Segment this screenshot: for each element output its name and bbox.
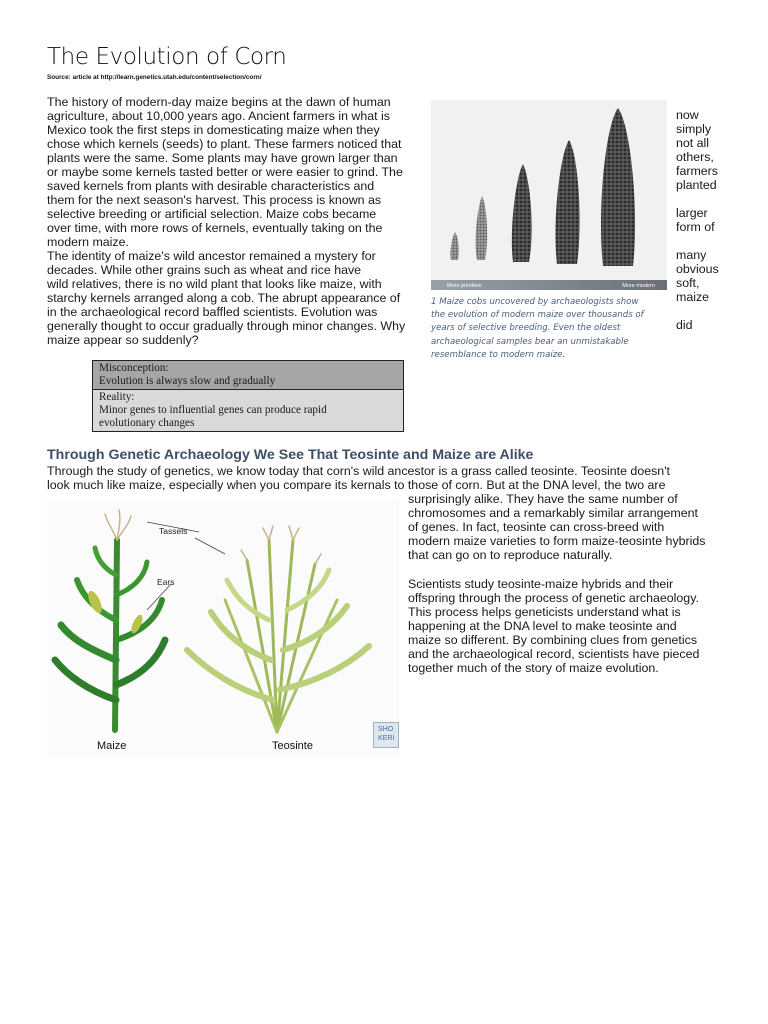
teosinte-label: Teosinte [272,740,313,752]
overflow-word [676,192,719,206]
text-line: agriculture, about 10,000 years ago. Ancient farmers in what is [47,109,390,123]
overflow-word: others, [676,150,714,164]
show-kernels-button[interactable] [373,722,399,748]
text-line: in the archaeological record baffled scientists. Evolution was [47,305,378,319]
text-line: wild relatives, there is no wild plant that looks like maize, with [47,277,382,291]
maize-teosinte-figure [47,500,399,758]
text-line: chromosomes and a remarkably similar arrangement [408,506,698,520]
overflow-word: now [676,108,699,122]
text-line: This process helps geneticists understand what is [408,605,681,619]
misconception-table [92,360,404,432]
text-line: maize appear so suddenly? [47,333,199,347]
maize-label: Maize [97,740,127,752]
cob-5 [601,108,635,266]
cob-4 [555,140,579,264]
caption-line: years of selective breeding. Even the oldest [431,323,621,334]
overflow-word: not all [676,136,710,150]
misconception-label: Misconception: [99,362,169,374]
overflow-word: soft, [676,276,700,290]
text-line: surprisingly alike. They have the same number of [408,492,678,506]
reality-cell [93,390,404,432]
text-line: Mexico took the first steps in domesticating maize when they [47,123,380,137]
show-kernels-button-line1: SHO [378,726,394,733]
section-paragraph-b [408,492,706,562]
overflow-word: obvious [676,262,719,276]
overflow-word: did [676,318,693,332]
show-kernels-button-line2: KERI [378,735,395,742]
tassels-label: Tassels [159,526,188,536]
page-title: The Evolution of Corn [47,44,287,70]
text-line: Through the study of genetics, we know today that corn's wild ancestor is a grass called teosinte. Teosinte doesn't [47,464,671,478]
text-line: happening at the DNA level to make teosinte and [408,619,677,633]
overflow-word: many [676,248,707,262]
caption-line: 1 Maize cobs uncovered by archaeologists show [431,297,639,307]
cob-2 [476,196,488,260]
misconception-text: Evolution is always slow and gradually [99,375,276,387]
text-line: decades. While other grains such as wheat and rice have [47,263,362,277]
section-paragraph-c [408,577,699,675]
text-line: look much like maize, especially when you compare its kernals to those of corn. But at the DNA level, the two are [47,478,666,492]
source-citation: Source: article at http://learn.genetics.utah.edu/content/selection/corn/ [47,74,262,81]
overflow-word: planted [676,178,717,192]
misconception-cell [93,361,404,390]
caption-line: the evolution of modern maize over thousands of [431,310,644,321]
text-line: of genes. In fact, teosinte can cross-breed with [408,520,665,534]
text-line: modern maize varieties to form maize-teosinte hybrids [408,534,706,548]
text-line: and the archaeological record, scientists have pieced [408,647,700,661]
overflow-word: maize [676,290,710,304]
text-line: them for the next season's harvest. This process is known as [47,193,382,207]
text-line: The history of modern-day maize begins at the dawn of human [47,95,391,109]
text-line: generally thought to occur gradually through minor changes. Why [47,319,406,333]
overflow-word: form of [676,220,715,234]
reality-text-1: Minor genes to influential genes can produce rapid [99,404,327,416]
text-line: or maybe some kernels tasted better or were easier to grind. The [47,165,403,179]
text-line: offspring through the process of genetic archaeology. [408,591,699,605]
overflow-word [676,234,719,248]
text-line: chose which kernels (seeds) to plant. These farmers noticed that [47,137,402,151]
reality-text-2: evolutionary changes [99,417,195,429]
text-line: plants were the same. Some plants may have grown larger than [47,151,398,165]
scale-right-label: More modern [622,283,655,289]
teosinte-plant [187,526,369,732]
text-line: selective breeding or artificial selection. Maize cobs became [47,207,377,221]
cob-1 [450,232,458,260]
text-line: that can go on to reproduce naturally. [408,548,613,562]
text-line: modern maize. [47,235,129,249]
intro-overflow-words [676,108,719,332]
maize-plant [55,510,165,730]
reality-label: Reality: [99,391,135,403]
overflow-word: farmers [676,164,718,178]
section-paragraph-a [47,464,670,492]
ears-label: Ears [157,577,175,587]
text-line: The identity of maize's wild ancestor remained a mystery for [47,249,376,263]
caption-line: archaeological samples bear an unmistakable [431,336,629,347]
overflow-word: larger [676,206,708,220]
cobs-illustration [431,100,667,290]
overflow-word [676,304,719,318]
caption-line: resemblance to modern maize. [431,349,566,360]
cob-3 [512,164,532,262]
text-line: starchy kernels arranged along a cob. The abrupt appearance of [47,291,401,305]
text-line: over time, with more rows of kernels, eventually taking on the [47,221,383,235]
text-line: Scientists study teosinte-maize hybrids and their [408,577,674,591]
intro-paragraph [47,95,405,347]
cobs-caption [431,296,671,362]
primitive-modern-scale [431,280,667,290]
section-heading: Through Genetic Archaeology We See That Teosinte and Maize are Alike [47,447,534,463]
text-line: saved kernels from plants with desirable characteristics and [47,179,375,193]
plants-illustration [47,500,399,758]
text-line: together much of the story of maize evolution. [408,661,659,675]
text-line: maize so different. By combining clues from genetics [408,633,698,647]
maize-cobs-photo [431,100,667,290]
scale-left-label: More primitive [447,283,482,289]
overflow-word: simply [676,122,712,136]
tassels-pointer-2 [195,538,225,554]
